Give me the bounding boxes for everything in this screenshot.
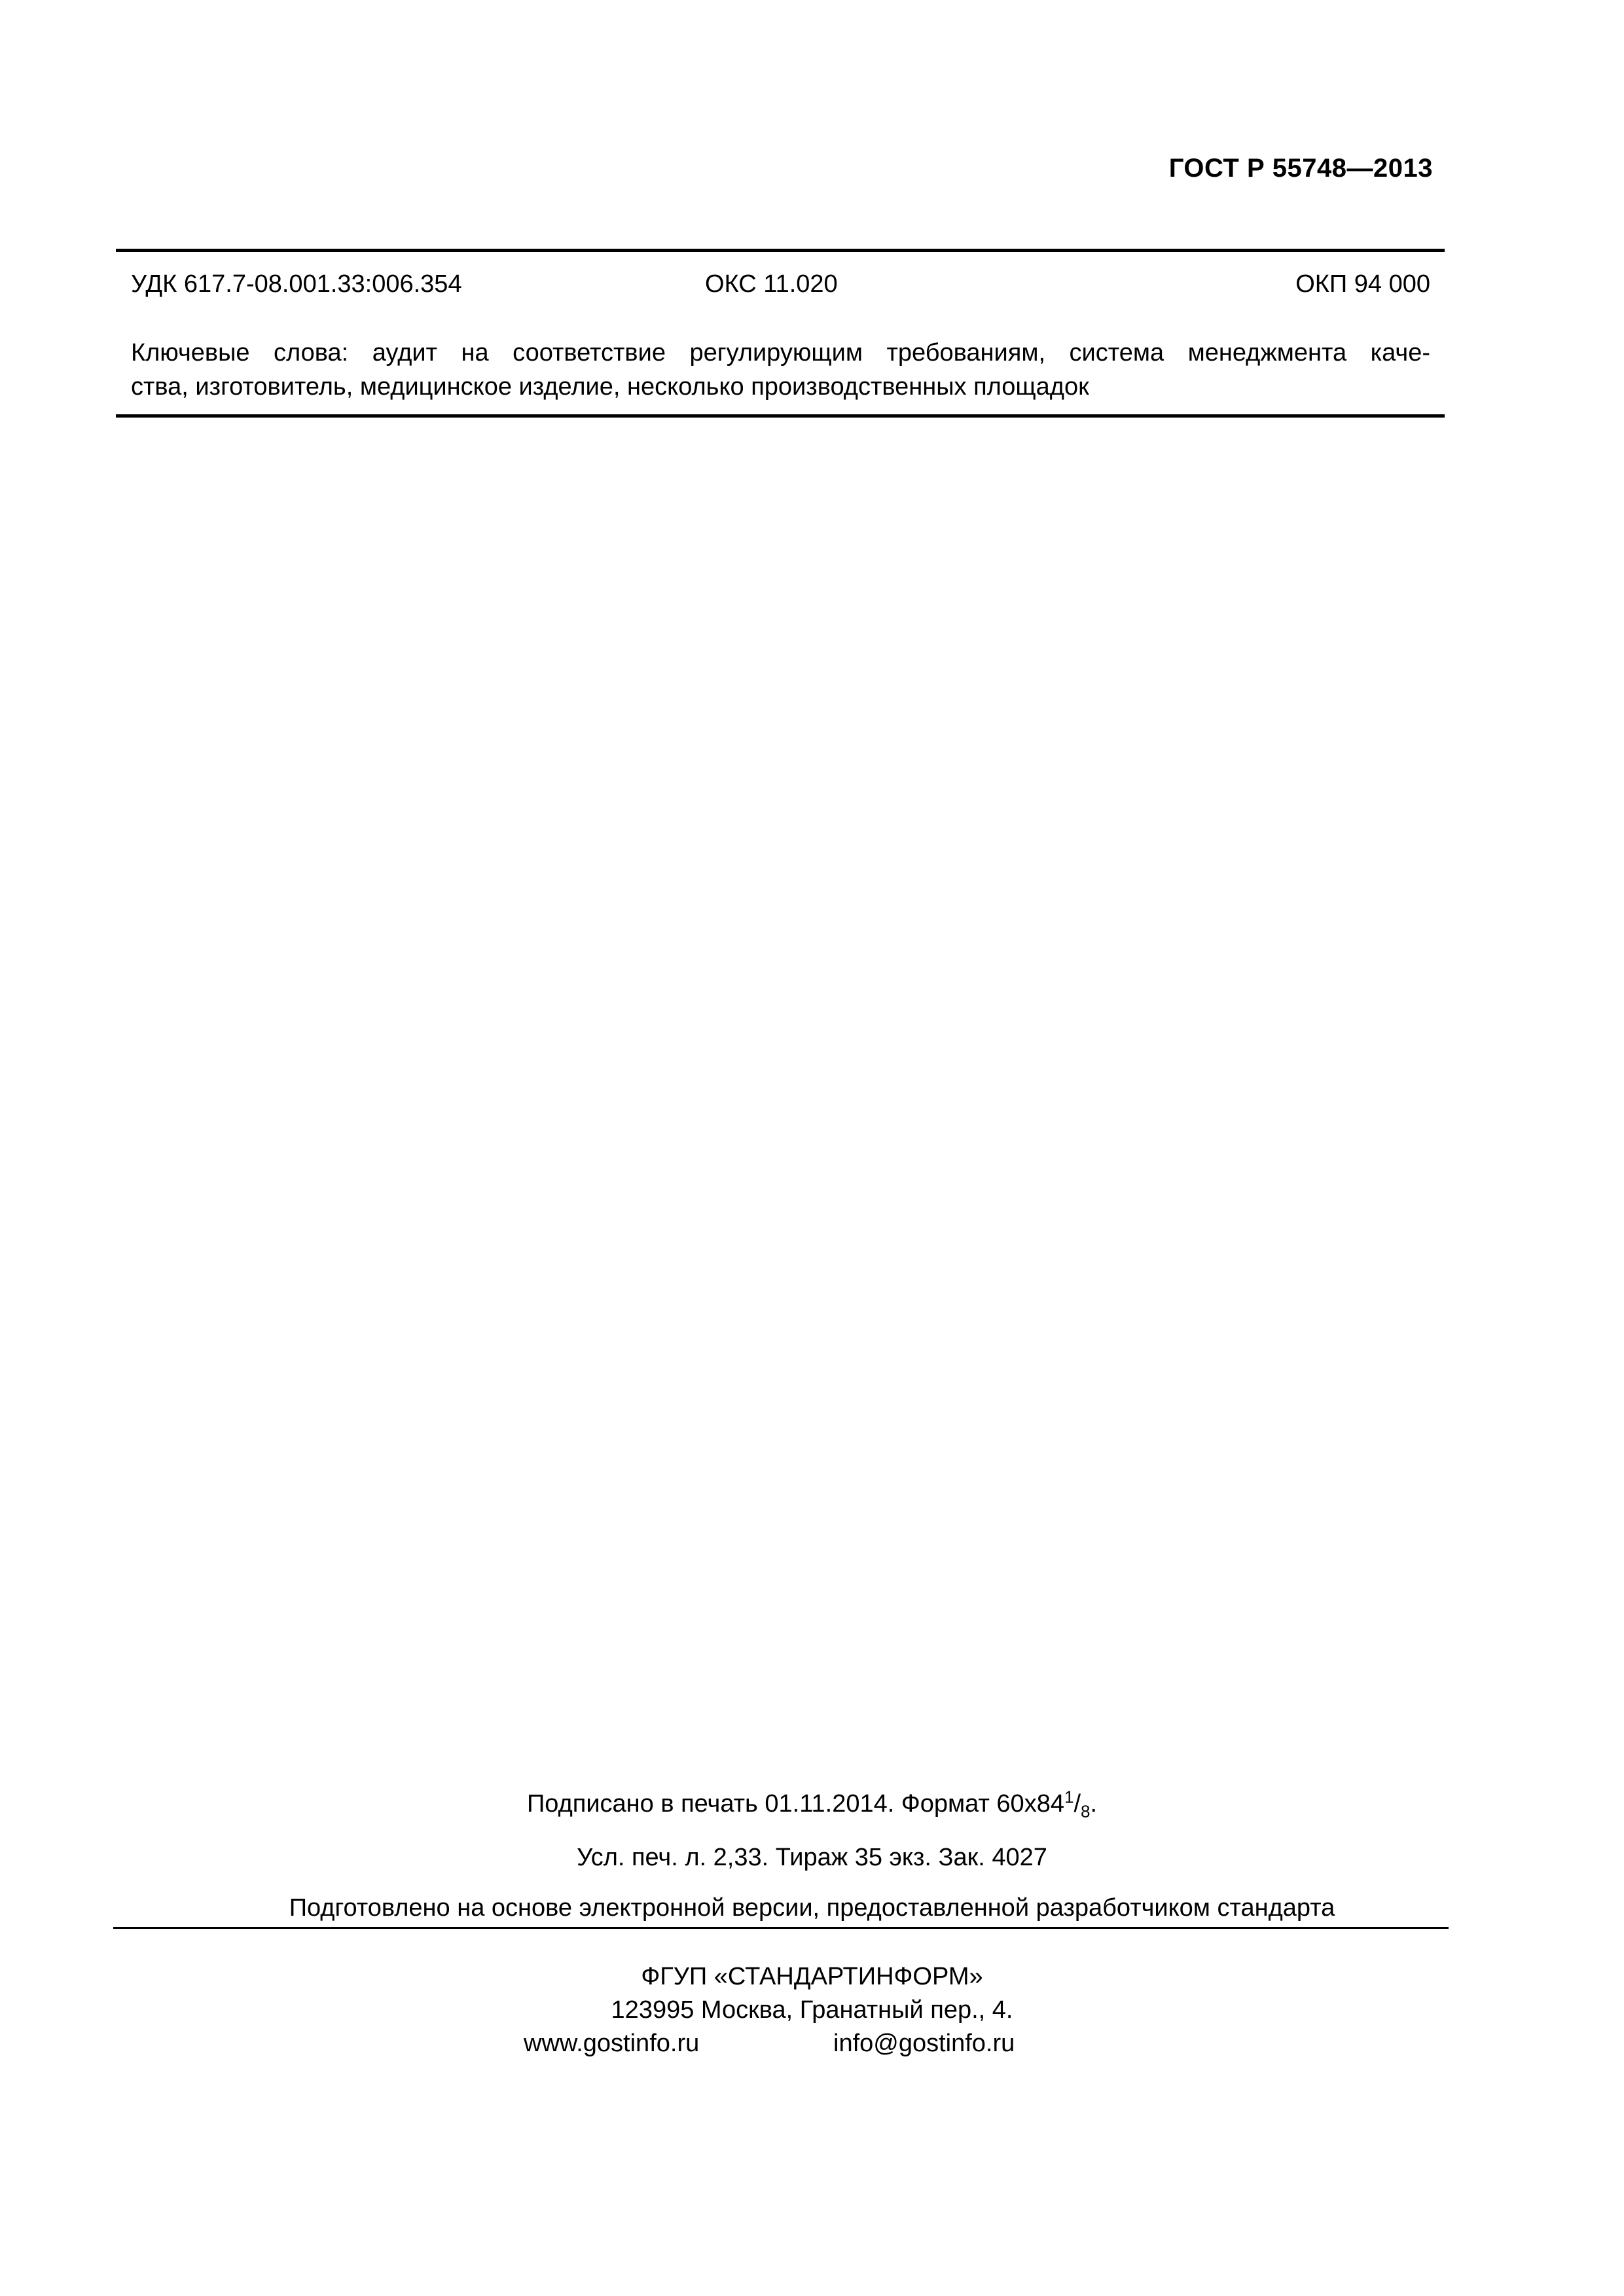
publisher-name: ФГУП «СТАНДАРТИНФОРМ» <box>641 1963 983 1990</box>
top-divider <box>116 249 1445 252</box>
keywords-line-2: ства, изготовитель, медицинское изделие, несколько производственных площадок <box>131 373 1089 401</box>
signed-suffix: . <box>1090 1790 1098 1818</box>
keywords-divider <box>116 414 1445 418</box>
okp-code: ОКП 94 000 <box>1295 270 1430 298</box>
signed-for-print <box>0 1787 1624 1821</box>
publisher-address: 123995 Москва, Гранатный пер., 4. <box>611 1996 1013 2024</box>
signed-text: Подписано в печать 01.11.2014. Формат 60x84 <box>526 1790 1064 1818</box>
udk-code: УДК 617.7-08.001.33:006.354 <box>131 270 462 298</box>
format-slash: / <box>1074 1790 1081 1818</box>
classification-row <box>131 270 1430 306</box>
format-numerator: 1 <box>1064 1787 1074 1807</box>
print-details: Усл. печ. л. 2,33. Тираж 35 экз. Зак. 4027 <box>577 1844 1047 1871</box>
publisher-block <box>0 1960 1624 2060</box>
keywords-line-1: Ключевые слова: аудит на соответствие регулирующим требованиям, система менеджмента каче- <box>131 339 1430 367</box>
email-link[interactable]: info@gostinfo.ru <box>833 2030 1015 2057</box>
standard-code: ГОСТ Р 55748—2013 <box>1168 154 1433 183</box>
website-link[interactable]: www.gostinfo.ru <box>524 2030 700 2057</box>
prepared-note: Подготовлено на основе электронной версии, предоставленной разработчиком стандарта <box>289 1894 1335 1922</box>
keywords-block <box>131 336 1430 404</box>
format-denominator: 8 <box>1081 1801 1091 1821</box>
publisher-contacts <box>0 2027 1624 2060</box>
oks-code: ОКС 11.020 <box>705 270 838 298</box>
imprint-divider <box>113 1927 1449 1929</box>
